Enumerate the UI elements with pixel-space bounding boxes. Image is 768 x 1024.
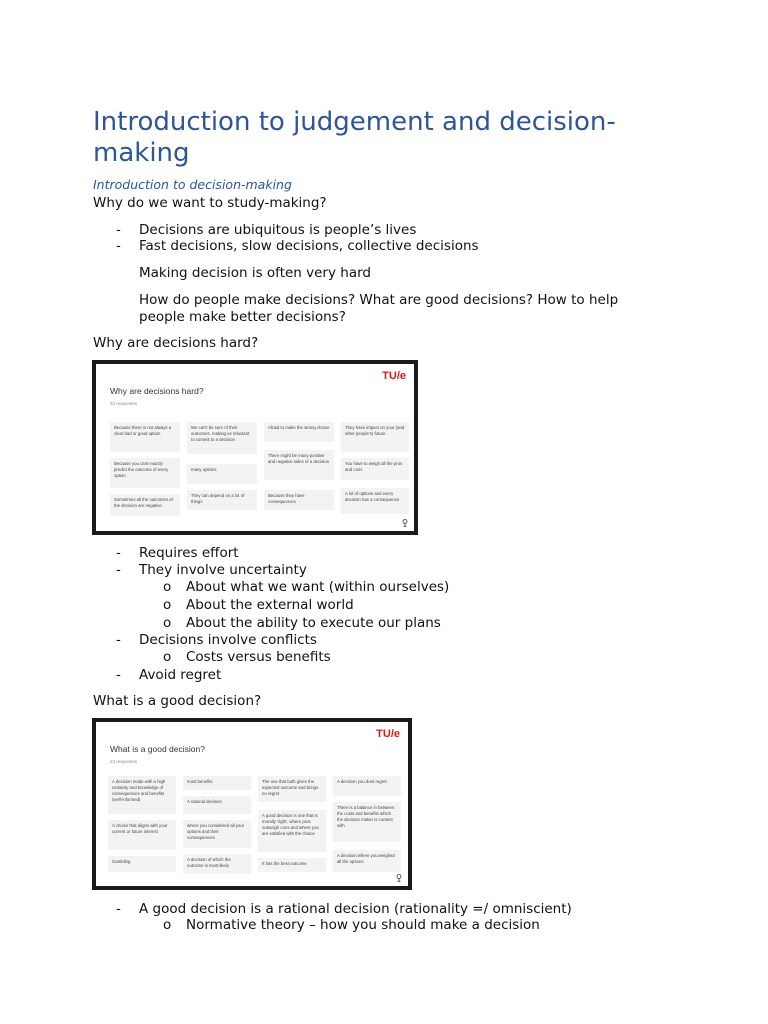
response-card: Sometimes all the outcomes of the decision are negative bbox=[110, 494, 180, 516]
response-card: A decision of which the outcome is most likely bbox=[183, 854, 251, 874]
sub-list-item: o Normative theory – how you should make a decision bbox=[186, 917, 540, 934]
question-good-decision: What is a good decision? bbox=[93, 693, 262, 709]
response-card: A rational decision bbox=[183, 796, 251, 814]
response-card: Because you cant exactly predict the outcome of every option bbox=[110, 458, 180, 488]
list-item: - Decisions involve conflicts bbox=[139, 632, 317, 649]
paragraph: Making decision is often very hard bbox=[139, 265, 371, 281]
sub-list-item: o About the external world bbox=[186, 597, 354, 614]
response-count: 32 responses bbox=[110, 401, 138, 406]
response-card: Because there is not always a clear bad or good option bbox=[110, 422, 180, 452]
list-item: - Requires effort bbox=[139, 545, 239, 562]
slide-good-decision bbox=[92, 718, 412, 890]
list-item: - Avoid regret bbox=[139, 667, 221, 684]
response-card: most benefits bbox=[183, 776, 251, 790]
question-why-hard: Why are decisions hard? bbox=[93, 335, 259, 351]
paragraph: How do people make decisions? What are good decisions? How to help people make better decisions? bbox=[139, 292, 619, 325]
response-card: They can depend on a lot of things bbox=[187, 490, 257, 510]
response-card: We can't be sure of their outcomes, making us reluctant to commit to a decision bbox=[187, 422, 257, 454]
trophy-icon bbox=[402, 519, 408, 527]
response-card: A decision where you weighed all the options bbox=[333, 850, 401, 872]
response-card: Afraid to make the wrong choice bbox=[264, 422, 334, 442]
question-why-study: Why do we want to study-making? bbox=[93, 195, 327, 211]
response-card: A decision you dont regret bbox=[333, 776, 401, 796]
response-card: There is a balance in between the costs and benefits which the decision maker is content with bbox=[333, 802, 401, 842]
slide-title: Why are decisions hard? bbox=[110, 386, 204, 396]
tue-logo: TU/e bbox=[382, 370, 406, 382]
trophy-icon bbox=[396, 874, 402, 882]
response-card: A lot of options and every decision has a consequence bbox=[341, 488, 409, 514]
response-card: There might be many positive and negative sides of a decision bbox=[264, 450, 334, 480]
response-count: 23 responses bbox=[110, 759, 138, 764]
response-card: many options bbox=[187, 464, 257, 484]
response-card: Because they have consequences bbox=[264, 490, 334, 510]
list-item: - They involve uncertainty bbox=[139, 562, 307, 579]
response-card: A decision made with a high certainty and knowledge of consequences and benefits (well-informed) bbox=[108, 776, 176, 814]
response-card: A good decision is one that is morally 'right', where pros outweigh cons and where you are satisfied with the choice bbox=[258, 810, 326, 852]
response-card: They have impact on your (and other people's) future bbox=[341, 422, 409, 452]
response-card: You have to weigh all the pros and cons bbox=[341, 458, 409, 480]
tue-logo: TU/e bbox=[376, 728, 400, 740]
response-card: It has the best outcome bbox=[258, 858, 326, 872]
response-card: where you considered all your options and their consequences bbox=[183, 820, 251, 848]
list-item: - Fast decisions, slow decisions, collective decisions bbox=[139, 238, 479, 255]
sub-list-item: o About what we want (within ourselves) bbox=[186, 579, 449, 596]
list-item: - A good decision is a rational decision (rationality =/ omniscient) bbox=[139, 901, 572, 918]
response-card: The one that both gives the expected outcome and brings no regret bbox=[258, 776, 326, 802]
response-card: A choice that aligns with your current or future interest bbox=[108, 820, 176, 850]
sub-list-item: o Costs versus benefits bbox=[186, 649, 331, 666]
document-title: Introduction to judgement and decision-making bbox=[93, 107, 616, 168]
list-item: - Decisions are ubiquitous is people’s lives bbox=[139, 222, 416, 239]
section-subtitle: Introduction to decision-making bbox=[93, 177, 292, 192]
response-card: Gambling bbox=[108, 856, 176, 872]
slide-title: What is a good decision? bbox=[110, 744, 205, 754]
slide-why-decisions-hard bbox=[92, 360, 418, 535]
sub-list-item: o About the ability to execute our plans bbox=[186, 615, 441, 632]
